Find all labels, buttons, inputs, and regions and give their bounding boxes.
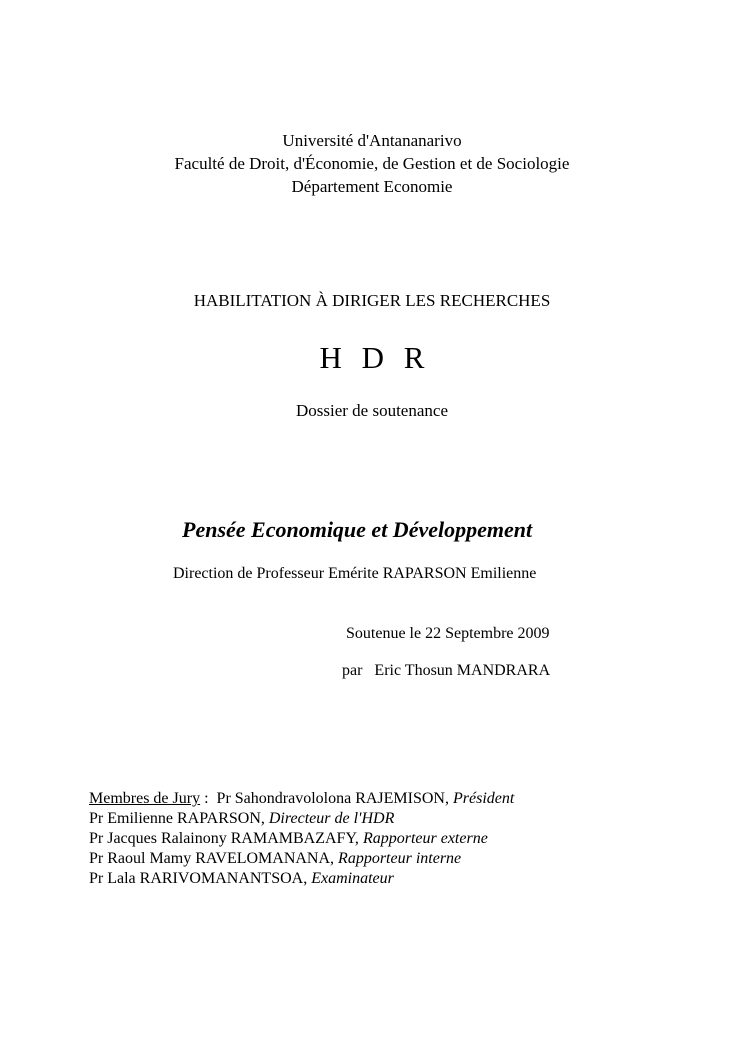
degree-full-name: HABILITATION À DIRIGER LES RECHERCHES — [193, 291, 551, 310]
faculty-name: Faculté de Droit, d'Économie, de Gestion et de Sociologie — [174, 154, 570, 173]
jury-member-row — [89, 829, 514, 849]
jury-member-name: Pr Emilienne RAPARSON, — [89, 810, 269, 827]
thesis-title: Pensée Economique et Développement — [182, 517, 533, 542]
jury-member-name: Pr Raoul Mamy RAVELOMANANA, — [89, 850, 339, 867]
jury-member-role: Directeur de l'HDR — [268, 810, 395, 827]
jury-member-role: Rapporteur externe — [362, 830, 488, 847]
thesis-direction: Direction de Professeur Emérite RAPARSON Emilienne — [173, 565, 537, 582]
jury-member-row — [89, 789, 514, 809]
jury-label: Membres de Jury — [89, 790, 201, 807]
thesis-author: par Eric Thosun MANDRARA — [342, 662, 551, 679]
jury-member-row — [89, 809, 514, 829]
university-name: Université d'Antananarivo — [282, 131, 462, 150]
jury-member-role: Rapporteur interne — [338, 850, 462, 867]
department-name: Département Economie — [291, 177, 453, 196]
defense-date: Soutenue le 22 Septembre 2009 — [346, 625, 550, 642]
jury-member-role: Président — [452, 790, 515, 807]
jury-member-name: Pr Jacques Ralainony RAMAMBAZAFY, — [89, 830, 363, 847]
jury-member-row — [89, 869, 514, 889]
degree-acronym: H D R — [319, 340, 425, 375]
jury-member-row — [89, 849, 514, 869]
jury-separator: : — [200, 790, 217, 807]
jury-list — [89, 789, 514, 889]
degree-subtitle: Dossier de soutenance — [295, 401, 448, 420]
jury-member-name: Pr Lala RARIVOMANANTSOA, — [89, 870, 312, 887]
jury-member-role: Examinateur — [311, 870, 394, 887]
jury-member-name: Pr Sahondravololona RAJEMISON, — [216, 790, 453, 807]
